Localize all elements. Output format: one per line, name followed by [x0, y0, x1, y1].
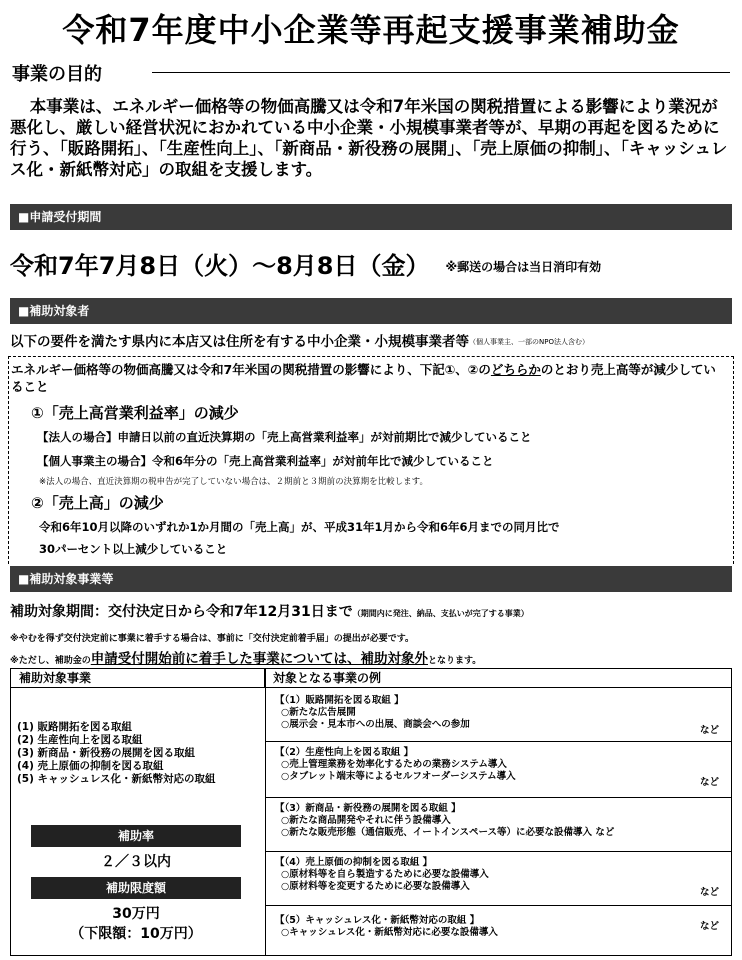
eligibility-intro-a: エネルギー価格等の物価高騰又は令和7年米国の関税措置の影響により、下記①、②の: [11, 362, 491, 377]
example-separator: [265, 851, 731, 852]
subsidy-rate-label: 補助率: [31, 825, 241, 847]
criterion-1-title: ①「売上高営業利益率」の減少: [31, 404, 239, 422]
exclusion-note-a: ※ただし、補助金の: [10, 656, 91, 666]
example-line: ○原材料等を変更するために必要な設備導入: [281, 881, 470, 892]
subsidy-table: [10, 668, 732, 956]
example-etc: など: [699, 921, 719, 932]
subsidy-period-small: （期間内に発注、納品、支払いが完了する事業）: [352, 609, 529, 618]
application-period: [10, 248, 601, 285]
criterion-2-line-1: 令和6年10月以降のいずれか1か月間の「売上高」が、平成31年1月から令和6年6月までの同月比で: [39, 520, 560, 534]
table-header-examples: 対象となる事業の例: [265, 669, 731, 688]
purpose-heading: [12, 62, 730, 88]
example-heading: 【（1）販路開拓を図る取組 】: [275, 695, 404, 706]
table-divider: [265, 669, 266, 955]
criterion-2-line-2: 30パーセント以上減少していること: [39, 542, 228, 556]
purpose-heading-rule: [152, 72, 730, 73]
page-title: 令和7年度中小企業等再起支援事業補助金: [62, 11, 680, 49]
example-line: ○展示会・見本市への出展、商談会への参加: [281, 719, 470, 730]
example-line: ○新たな商品開発やそれに伴う設備導入: [281, 815, 451, 826]
purpose-body: 本事業は、エネルギー価格等の物価高騰又は令和7年米国の関税措置による影響により業況が悪化し、厳しい経営状況におかれている中小企業・小規模事業者等が、早期の再起を図るために行う、「販路開拓」、「生産性向上」、「新商品・新役務の展開」、「売上原価の抑制」、「キャッシュレス化・新紙幣対応」の取組を支援します。: [10, 97, 728, 179]
eligible-heading-small: （個人事業主、一部のNPO法人含む）: [469, 338, 589, 346]
projects-bar: ■補助対象事業等: [10, 566, 732, 592]
subsidy-limit-label: 補助限度額: [31, 877, 241, 899]
example-separator: [265, 905, 731, 906]
example-block: [267, 695, 727, 736]
example-heading: 【（3）新商品・新役務の展開を図る取組 】: [275, 803, 461, 814]
eligibility-box: [8, 356, 734, 564]
exclusion-note-c: となります。: [427, 656, 482, 666]
project-item: (4) 売上原価の抑制を図る取組: [17, 760, 164, 772]
criterion-2-title: ②「売上高」の減少: [31, 494, 164, 512]
example-heading: 【（2）生産性向上を図る取組 】: [275, 747, 414, 758]
example-heading: 【（5）キャッシュレス化・新紙幣対応の取組 】: [275, 915, 480, 926]
example-block: [267, 747, 727, 788]
example-line: ○キャッシュレス化・新紙幣対応に必要な設備導入: [281, 927, 498, 938]
example-block: [267, 915, 727, 939]
project-item: (3) 新商品・新役務の展開を図る取組: [17, 747, 196, 759]
eligible-heading: [10, 332, 732, 352]
project-list: [17, 721, 216, 786]
example-line: ○新たな販売形態（通信販売、イートインスペース等）に必要な設備導入 など: [281, 827, 615, 838]
example-block: [267, 857, 727, 898]
example-line: ○タブレット端末等によるセルフオーダーシステム導入: [281, 771, 516, 782]
subsidy-period: [10, 602, 529, 624]
example-line: ○新たな広告展開: [281, 707, 356, 718]
eligibility-intro-b: のとおり売上高等が減少していること: [11, 362, 716, 394]
eligible-bar: ■補助対象者: [10, 298, 732, 324]
example-separator: [265, 741, 731, 742]
example-heading: 【（4）売上原価の抑制を図る取組 】: [275, 857, 433, 868]
example-etc: など: [699, 777, 719, 788]
eligibility-intro: [11, 361, 727, 395]
example-line: ○売上管理業務を効率化するための業務システム導入: [281, 759, 507, 770]
example-block: [267, 803, 727, 839]
application-period-bar: ■申請受付期間: [10, 204, 732, 230]
application-period-dates: 令和7年7月8日（火）〜8月8日（金）: [10, 252, 430, 280]
example-etc: など: [699, 725, 719, 736]
subsidy-period-text: 補助対象期間：交付決定日から令和7年12月31日まで: [10, 604, 353, 620]
pre-start-note: ※やむを得ず交付決定前に事業に着手する場合は、事前に「交付決定前着手届」の提出が必要です。: [10, 634, 415, 644]
criterion-1-note: ※法人の場合、直近決算期の税申告が完了していない場合は、２期前と３期前の決算期を比較します。: [39, 477, 428, 487]
subsidy-limit-value: 30万円: [112, 906, 160, 922]
example-separator: [265, 797, 731, 798]
project-item: (5) キャッシュレス化・新紙幣対応の取組: [17, 773, 216, 785]
example-line: ○原材料等を自ら製造するために必要な設備導入: [281, 869, 489, 880]
subsidy-limit-minimum: （下限額：10万円）: [70, 926, 202, 942]
project-item: (2) 生産性向上を図る取組: [17, 734, 143, 746]
eligible-heading-text: 以下の要件を満たす県内に本店又は住所を有する中小企業・小規模事業者等: [10, 334, 469, 350]
exclusion-note: [10, 652, 481, 668]
exclusion-note-emphasis: 申請受付開始前に着手した事業については、補助対象外: [90, 651, 428, 667]
subsidy-rate-value: ２／３以内: [101, 854, 171, 870]
application-period-note: ※郵送の場合は当日消印有効: [445, 260, 602, 274]
criterion-1-individual: 【個人事業主の場合】令和6年分の「売上高営業利益率」が対前年比で減少していること: [37, 454, 494, 468]
criterion-1-corporate: 【法人の場合】申請日以前の直近決算期の「売上高営業利益率」が対前期比で減少していること: [37, 430, 532, 444]
project-item: (1) 販路開拓を図る取組: [17, 721, 133, 733]
example-etc: など: [699, 887, 719, 898]
purpose-heading-label: 事業の目的: [12, 64, 112, 85]
eligibility-intro-underline: どちらか: [490, 362, 541, 377]
table-header-projects: 補助対象事業: [11, 669, 265, 688]
